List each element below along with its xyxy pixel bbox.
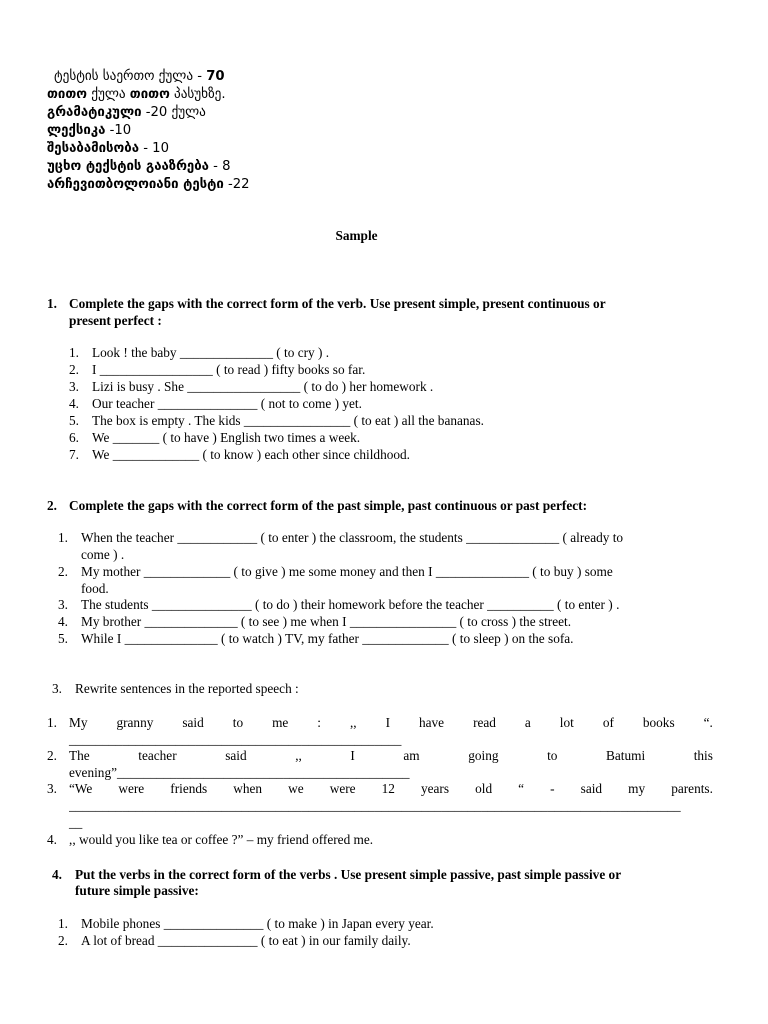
q4-number: 4.	[52, 867, 62, 882]
q3-word: have	[418, 715, 445, 730]
header-matching-label: შესაბამისობა	[47, 141, 140, 156]
q3-word: said	[580, 781, 603, 796]
q1-item-number: 7.	[69, 447, 79, 462]
q3-word: I	[350, 748, 355, 763]
q3-item-number: 3.	[47, 781, 57, 796]
q1-item-text: We _______ ( to have ) English two times a week.	[92, 430, 361, 445]
header-line-grammar	[47, 104, 206, 122]
q3-word: me	[272, 715, 289, 730]
q1-item-text: We _____________ ( to know ) each other since childhood.	[92, 447, 410, 462]
q3-word: a	[524, 715, 531, 730]
header-points-b1: თითო	[47, 87, 88, 102]
q1-item-text: Our teacher _______________ ( not to come ) yet.	[92, 396, 362, 411]
q1-item-number: 2.	[69, 362, 79, 377]
q1-item	[69, 345, 79, 361]
q4-item-number: 2.	[58, 933, 68, 948]
q3-item-number: 2.	[47, 748, 57, 763]
header-points-b2: თითო	[129, 87, 170, 102]
q2-item-text: My brother ______________ ( to see ) me when I ________________ ( to cross ) the street.	[81, 614, 572, 629]
q3-item-answer-line: __________________________________________________	[69, 732, 402, 747]
q1-item	[69, 362, 79, 378]
q3-word: 12	[381, 781, 395, 796]
q3-word: when	[233, 781, 263, 796]
header-mc-value: -22	[223, 177, 250, 192]
q1-item	[69, 413, 79, 429]
q3-item-answer-line: ____________________________________________________________________________________________	[69, 798, 681, 813]
header-grammar-label: გრამატიკული	[47, 105, 142, 120]
header-lexicon-value: -10	[105, 123, 132, 138]
q3-item-sentence	[69, 748, 713, 764]
q1-item-text: The box is empty . The kids ________________ ( to eat ) all the bananas.	[92, 413, 484, 428]
q3-word: The	[69, 748, 90, 763]
q3-item-number: 1.	[47, 715, 57, 730]
q3-number: 3.	[52, 681, 62, 696]
header-points-mid: ქულა	[87, 87, 130, 102]
q1-item	[69, 396, 79, 412]
header-reading-label: უცხო ტექსტის გააზრება	[47, 159, 209, 174]
q1-number: 1.	[47, 296, 57, 311]
q4-item-text: A lot of bread _______________ ( to eat ) in our family daily.	[81, 933, 411, 948]
q3-item-sentence: ,, would you like tea or coffee ?” – my friend offered me.	[69, 832, 374, 847]
header-total-label: ტესტის საერთო ქულა -	[54, 69, 207, 84]
q3-word: -	[550, 781, 555, 796]
q4-heading-line1: Put the verbs in the correct form of the verbs . Use present simple passive, past simple passive or	[75, 867, 622, 882]
q2-item-text-cont: come ) .	[81, 547, 125, 562]
q3-item-answer-line: evening”____________________________________________	[69, 765, 410, 780]
q3-word: books	[642, 715, 675, 730]
header-line-lexicon	[47, 122, 131, 140]
q3-word: were	[118, 781, 145, 796]
q3-word: my	[628, 781, 646, 796]
q1-heading-line1: Complete the gaps with the correct form of the verb. Use present simple, present continuous or	[69, 296, 606, 311]
q2-item-number: 2.	[58, 564, 68, 579]
q3-word: read	[473, 715, 496, 730]
q2-item-text: My mother _____________ ( to give ) me some money and then I ______________ ( to buy ) some	[81, 564, 613, 579]
q3-item-number: 4.	[47, 832, 57, 847]
q3-item-answer-line-tail: __	[69, 815, 83, 830]
q2-item-text: When the teacher ____________ ( to enter ) the classroom, the students ______________ ( already to	[81, 530, 624, 545]
q1-item	[69, 430, 79, 446]
q1-heading-line2: present perfect :	[69, 313, 162, 328]
q1-item-text: Lizi is busy . She _________________ ( to do ) her homework .	[92, 379, 434, 394]
q1-item-number: 5.	[69, 413, 79, 428]
q3-word: said	[225, 748, 247, 763]
q3-heading: Rewrite sentences in the reported speech :	[75, 681, 299, 696]
q1-item	[69, 447, 79, 463]
q2-item-number: 5.	[58, 631, 68, 646]
q3-word: ,,	[349, 715, 357, 730]
q2-item-number: 3.	[58, 597, 68, 612]
q3-word: friends	[170, 781, 208, 796]
q3-word: :	[317, 715, 321, 730]
q2-item-text: While I ______________ ( to watch ) TV, my father _____________ ( to sleep ) on the sofa.	[81, 631, 574, 646]
header-line-multiple-choice	[47, 176, 250, 194]
q1-item-number: 1.	[69, 345, 79, 360]
q4-item-text: Mobile phones _______________ ( to make ) in Japan every year.	[81, 916, 434, 931]
q3-word: am	[403, 748, 420, 763]
header-total-value: 70	[206, 69, 225, 84]
header-line-total	[54, 68, 225, 86]
q3-word: were	[329, 781, 356, 796]
q1-item-number: 6.	[69, 430, 79, 445]
q3-word: “	[518, 781, 525, 796]
q3-word: Batumi	[605, 748, 646, 763]
q2-item-number: 4.	[58, 614, 68, 629]
q4-item-number: 1.	[58, 916, 68, 931]
header-line-reading	[47, 158, 231, 176]
q3-word: going	[468, 748, 499, 763]
q3-word: to	[547, 748, 558, 763]
q3-word: to	[232, 715, 244, 730]
q3-word: of	[602, 715, 614, 730]
header-lexicon-label: ლექსიკა	[47, 123, 106, 138]
q2-number: 2.	[47, 498, 57, 513]
q3-word: teacher	[138, 748, 177, 763]
q3-word: this	[693, 748, 713, 763]
q1-item-number: 3.	[69, 379, 79, 394]
q2-item-text-cont: food.	[81, 581, 109, 596]
q2-item-text: The students _______________ ( to do ) their homework before the teacher __________ ( to enter ) .	[81, 597, 620, 612]
header-mc-label: არჩევითბოლოიანი ტესტი	[47, 177, 224, 192]
q1-item-number: 4.	[69, 396, 79, 411]
q3-word: old	[475, 781, 493, 796]
page-title: Sample	[335, 228, 378, 243]
q3-word: “.	[703, 715, 713, 730]
q3-word: parents.	[671, 781, 713, 796]
header-line-points	[47, 86, 226, 104]
q3-item-sentence	[69, 715, 713, 731]
q3-word: lot	[559, 715, 574, 730]
q1-item-text: I _________________ ( to read ) fifty books so far.	[92, 362, 366, 377]
q3-word: said	[182, 715, 204, 730]
q3-word: I	[385, 715, 391, 730]
q3-word: My	[69, 715, 88, 730]
q3-word: “We	[69, 781, 93, 796]
header-line-matching	[47, 140, 169, 158]
header-grammar-value: -20 ქულა	[141, 105, 206, 120]
q2-heading: Complete the gaps with the correct form of the past simple, past continuous or past perfect:	[69, 498, 588, 513]
q3-word: granny	[116, 715, 154, 730]
q3-word: ,,	[295, 748, 302, 763]
q3-item-sentence	[69, 781, 713, 797]
q3-word: years	[420, 781, 450, 796]
header-points-end: პასუხზე.	[169, 87, 226, 102]
header-reading-value: - 8	[208, 159, 231, 174]
q1-item-text: Look ! the baby ______________ ( to cry ) .	[92, 345, 330, 360]
q2-item-number: 1.	[58, 530, 68, 545]
q1-item	[69, 379, 79, 395]
q4-heading-line2: future simple passive:	[75, 883, 199, 898]
header-matching-value: - 10	[139, 141, 169, 156]
q3-word: we	[288, 781, 304, 796]
